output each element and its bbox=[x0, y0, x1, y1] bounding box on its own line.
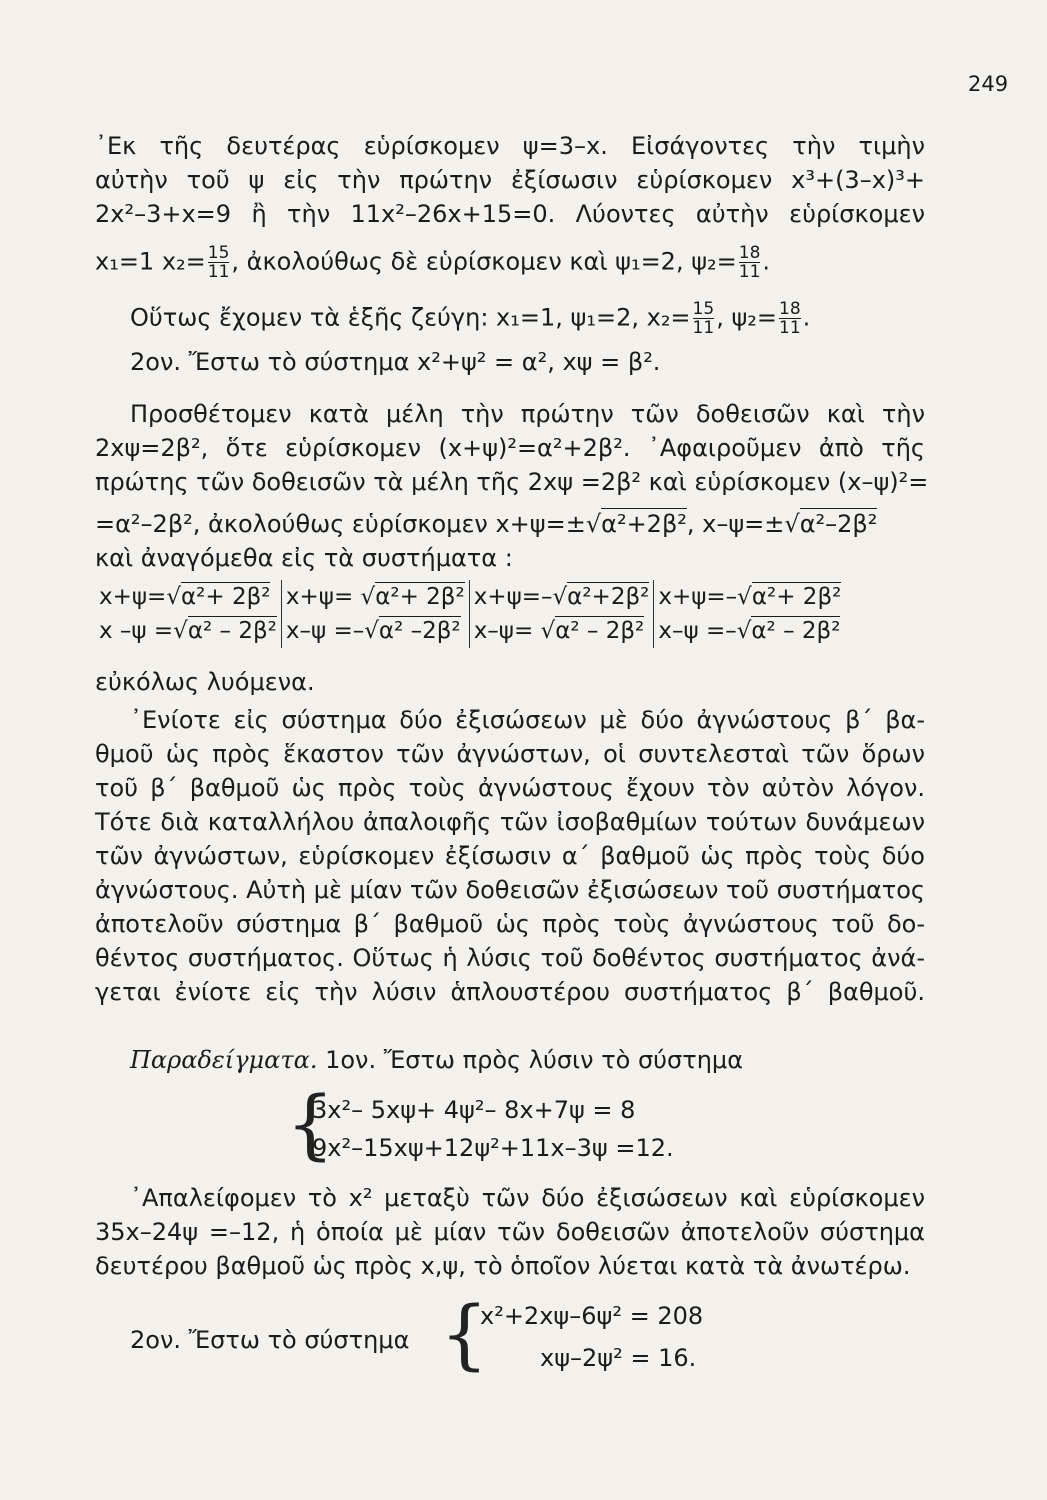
text-line-fractions: x₁=1 x₂= $\frac{15}{11}$ , ἀκολούθως δὲ εὑρίσκομεν καὶ ψ₁=2, ψ₂= $\frac{18}{11}$ . bbox=[95, 243, 771, 282]
text-line: αὐτὴν τοῦ ψ εἰς τὴν πρώτην ἐξίσωσιν εὑρίσκομεν x³+(3–x)³+ bbox=[95, 166, 925, 194]
text-line: πρώτης τῶν δοθεισῶν τὰ μέλη τῆς 2xψ =2β² καὶ εὑρίσκομεν (x–ψ)²= bbox=[95, 468, 929, 496]
text-line: ᾿Εκ τῆς δευτέρας εὑρίσκομεν ψ=3–x. Εἰσάγοντες τὴν τιμὴν bbox=[95, 132, 925, 160]
fraction: $\frac{18}{11}$ bbox=[738, 243, 761, 282]
text-line: εὐκόλως λυόμενα. bbox=[95, 668, 315, 696]
text-line: ᾿Απαλείφομεν τὸ x² μεταξὺ τῶν δύο ἐξισώσεων καὶ εὑρίσκομεν bbox=[130, 1184, 925, 1212]
examples-intro-line: Παραδείγματα. 1ον. Ἔστω πρὸς λύσιν τὸ σύστημα bbox=[130, 1046, 744, 1074]
example2-intro: 2ον. Ἔστω τὸ σύστημα bbox=[130, 1326, 410, 1354]
radical: α²+2β² bbox=[601, 510, 687, 538]
systems-table bbox=[95, 580, 955, 648]
system-cell: x–ψ =–√α² –2β² bbox=[281, 614, 469, 648]
text-line: 2ον. Ἔστω τὸ σύστημα x²+ψ² = α², xψ = β². bbox=[130, 348, 661, 376]
text-line: τῶν ἀγνώστων, εὑρίσκομεν ἐξίσωσιν α΄ βαθμοῦ ὡς πρὸς τοὺς δύο bbox=[95, 842, 925, 870]
equation: xψ–2ψ² = 16. bbox=[540, 1344, 697, 1372]
system-cell: x+ψ=–√α²+2β² bbox=[469, 580, 654, 614]
text-line: ἀγνώστους. Αὐτὴ μὲ μίαν τῶν δοθεισῶν ἐξισώσεων τοῦ συστήματος bbox=[95, 876, 925, 904]
equation: 3x²– 5xψ+ 4ψ²– 8x+7ψ = 8 bbox=[312, 1096, 636, 1124]
text-line: καὶ ἀναγόμεθα εἰς τὰ συστήματα : bbox=[95, 544, 513, 572]
system-cell: x –ψ =√α² – 2β² bbox=[95, 614, 281, 648]
systems-row bbox=[95, 614, 845, 648]
equation: 9x²–15xψ+12ψ²+11x–3ψ =12. bbox=[312, 1134, 674, 1162]
system-cell: x+ψ= √α²+ 2β² bbox=[281, 580, 469, 614]
brace: { bbox=[286, 1079, 335, 1168]
text-line: ἀποτελοῦν σύστημα β΄ βαθμοῦ ὡς πρὸς τοὺς ἀγνώστους τοῦ δο- bbox=[95, 910, 925, 938]
text-line: δευτέρου βαθμοῦ ὡς πρὸς x,ψ, τὸ ὁποῖον λύεται κατὰ τὰ ἀνωτέρω. bbox=[95, 1252, 911, 1280]
radical: α²–2β² bbox=[799, 510, 878, 538]
fraction: $\frac{15}{11}$ bbox=[692, 299, 715, 338]
text-line: θμοῦ ὡς πρὸς ἕκαστον τῶν ἀγνώστων, οἱ συντελεσταὶ τῶν ὅρων bbox=[95, 740, 925, 768]
text-line: θέντος συστήματος. Οὕτως ἡ λύσις τοῦ δοθέντος συστήματος ἀνά- bbox=[95, 944, 925, 972]
brace: { bbox=[440, 1289, 489, 1378]
system-cell: x+ψ=√α²+ 2β² bbox=[95, 580, 281, 614]
text-line: ᾿Ενίοτε εἰς σύστημα δύο ἐξισώσεων μὲ δύο ἀγνώστους β΄ βα- bbox=[130, 706, 925, 734]
text-line-radicals: =α²–2β², ἀκολούθως εὑρίσκομεν x+ψ=±√α²+2β², x–ψ=±√α²–2β² bbox=[95, 510, 878, 538]
text-line: 35x–24ψ =–12, ἡ ὁποία μὲ μίαν τῶν δοθεισῶν ἀποτελοῦν σύστημα bbox=[95, 1218, 925, 1246]
system-cell: x+ψ=–√α²+ 2β² bbox=[658, 584, 842, 610]
system-cell: x–ψ =–√α² – 2β² bbox=[658, 618, 841, 644]
equation: x²+2xψ–6ψ² = 208 bbox=[480, 1302, 704, 1330]
text-line: τοῦ β΄ βαθμοῦ ὡς πρὸς τοὺς ἀγνώστους ἔχουν τὸν αὐτὸν λόγον. bbox=[95, 774, 925, 802]
text-line: γεται ἐνίοτε εἰς τὴν λύσιν ἁπλουστέρου συστήματος β΄ βαθμοῦ. bbox=[95, 978, 925, 1006]
text-line: 2xψ=2β², ὅτε εὑρίσκομεν (x+ψ)²=α²+2β². ᾿Αφαιροῦμεν ἀπὸ τῆς bbox=[95, 434, 925, 462]
text-line: Προσθέτομεν κατὰ μέλη τὴν πρώτην τῶν δοθεισῶν καὶ τὴν bbox=[130, 400, 925, 428]
page-number: 249 bbox=[968, 72, 1009, 96]
examples-heading: Παραδείγματα. bbox=[130, 1046, 318, 1074]
systems-row bbox=[95, 580, 845, 614]
fraction: $\frac{18}{11}$ bbox=[779, 299, 801, 338]
text-line: 2x²–3+x=9 ἢ τὴν 11x²–26x+15=0. Λύοντες αὐτὴν εὑρίσκομεν bbox=[95, 200, 925, 228]
fraction: $\frac{15}{11}$ bbox=[207, 243, 230, 282]
system-cell: x–ψ= √α² – 2β² bbox=[469, 614, 654, 648]
text-line-fractions: Οὕτως ἔχομεν τὰ ἑξῆς ζεύγη: x₁=1, ψ₁=2, x₂= $\frac{15}{11}$ , ψ₂= $\frac{18}{11}$ . bbox=[130, 299, 811, 338]
text-line: Τότε διὰ καταλλήλου ἀπαλοιφῆς τῶν ἰσοβαθμίων τούτων δυνάμεων bbox=[95, 808, 925, 836]
